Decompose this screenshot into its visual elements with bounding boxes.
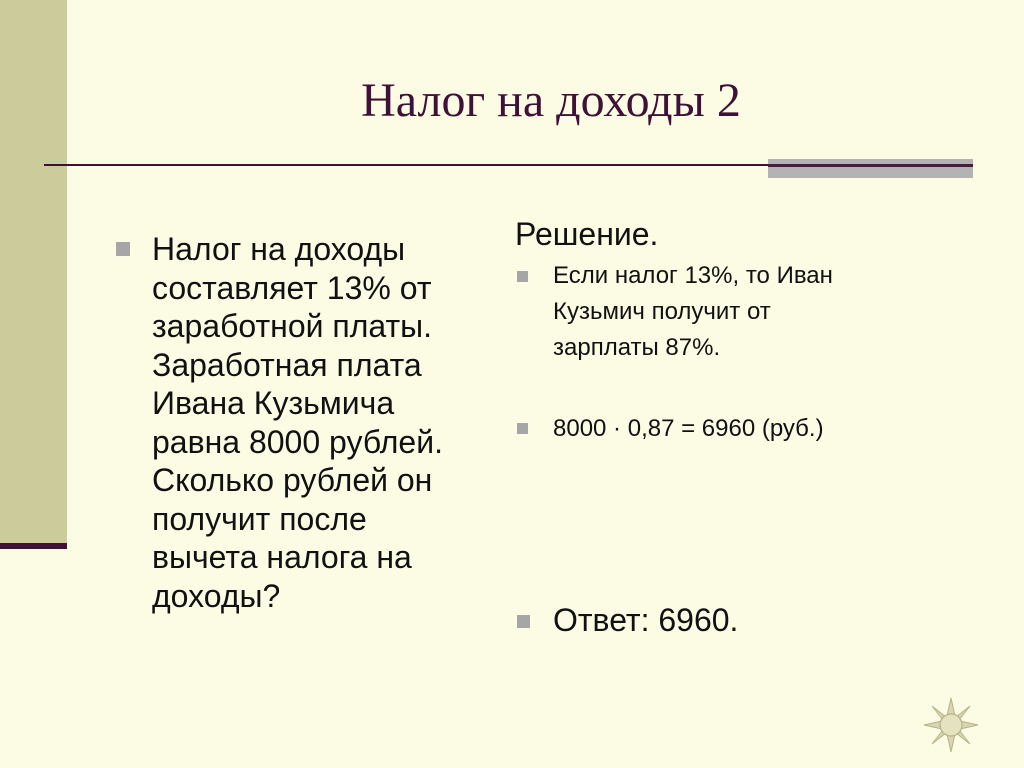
- solution-item: [515, 410, 915, 448]
- solution-heading: Решение.: [515, 216, 659, 252]
- answer-text: Ответ: 6960.: [553, 602, 739, 638]
- solution-item: [515, 258, 915, 366]
- title-underline: [44, 164, 769, 166]
- square-bullet-icon: [517, 271, 528, 282]
- solution-item-text: Если налог 13%, то Иван Кузьмич получит от зарплаты 87%.: [553, 262, 833, 361]
- square-bullet-icon: [517, 423, 528, 434]
- square-bullet-icon: [517, 615, 530, 628]
- sun-icon[interactable]: [922, 696, 980, 754]
- square-bullet-icon: [116, 242, 130, 256]
- left-accent-line: [0, 543, 67, 549]
- slide-title: Налог на доходы 2: [361, 74, 741, 127]
- answer: [515, 600, 738, 640]
- problem-statement: [116, 230, 486, 615]
- solution-item-text: 8000 · 0,87 = 6960 (руб.): [553, 415, 824, 442]
- problem-text: Налог на доходы составляет 13% от заработной платы. Заработная плата Ивана Кузьмича равна 8000 рублей. Сколько рублей он получит после вычета налога на доходы?: [152, 231, 443, 614]
- title-accent-bar: [768, 159, 973, 178]
